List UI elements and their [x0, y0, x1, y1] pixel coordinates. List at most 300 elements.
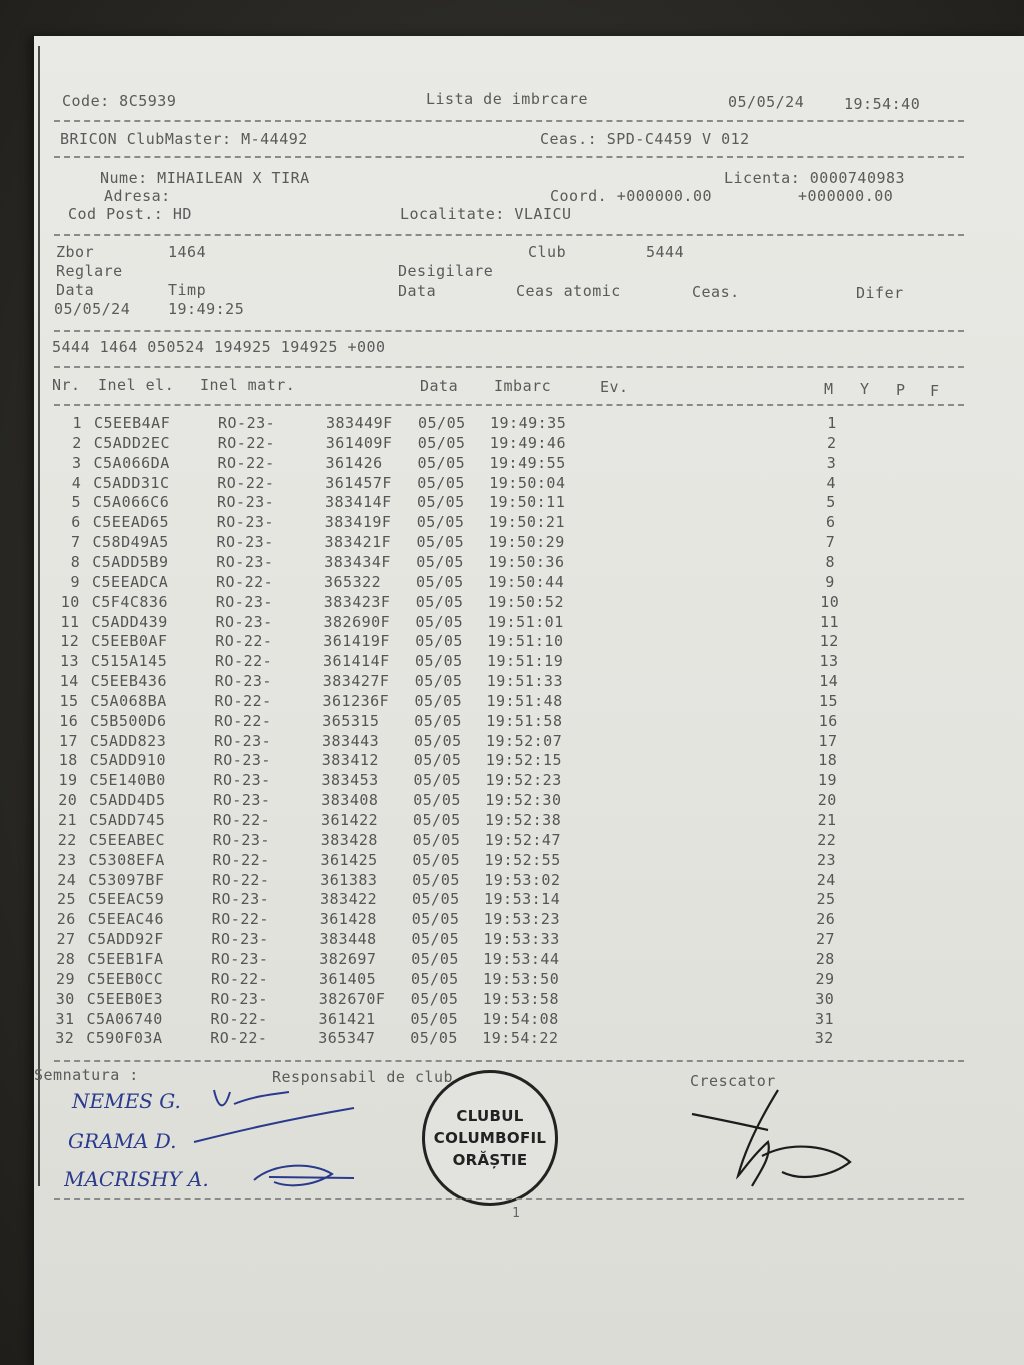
flight-summary: 5444 1464 050524 194925 194925 +000	[52, 338, 386, 356]
difer-label: Difer	[856, 284, 904, 302]
electronic-ring: C5A06740	[86, 1009, 163, 1028]
table-row	[29, 791, 1019, 811]
electronic-ring: C53097BF	[88, 870, 165, 889]
basket-date: 05/05	[414, 711, 462, 730]
basket-time: 19:54:22	[482, 1029, 559, 1048]
basket-time: 19:52:15	[485, 751, 562, 770]
divider	[54, 156, 964, 158]
row-number: 11	[60, 612, 80, 631]
row-number: 21	[57, 811, 77, 829]
electronic-ring: C5A066DA	[93, 453, 170, 472]
table-row	[30, 732, 1020, 752]
m-count: 26	[816, 910, 836, 929]
electronic-ring: C5ADD439	[91, 612, 168, 631]
ring-number: 383422	[320, 890, 378, 909]
basket-date: 05/05	[411, 910, 460, 929]
ring-prefix: RO-22-	[216, 572, 274, 591]
m-count: 22	[817, 830, 837, 849]
ring-number: 383414F	[325, 493, 392, 512]
basket-time: 19:50:44	[488, 572, 565, 591]
postcode: Cod Post.: HD	[68, 205, 192, 223]
ring-number: 361422	[321, 811, 379, 829]
table-row	[27, 970, 1017, 990]
basket-time: 19:52:55	[484, 850, 561, 869]
row-number: 5	[71, 493, 81, 512]
table-row	[33, 474, 1023, 494]
basket-time: 19:51:58	[486, 711, 563, 730]
stamp-line-2: COLUMBOFIL	[433, 1129, 547, 1147]
table-row	[28, 930, 1018, 950]
ring-prefix: RO-23-	[215, 612, 273, 631]
m-count: 5	[826, 493, 836, 512]
table-row	[27, 1010, 1017, 1030]
row-number: 22	[57, 830, 77, 849]
row-number: 30	[55, 989, 75, 1008]
basket-date: 05/05	[413, 811, 461, 829]
electronic-ring: C590F03A	[86, 1029, 163, 1048]
basket-date: 05/05	[410, 1009, 459, 1028]
basket-date: 05/05	[415, 632, 463, 651]
zbor-label: Zbor	[56, 243, 95, 261]
m-count: 8	[825, 552, 836, 571]
col-data: Data	[420, 377, 459, 395]
electronic-ring: C5EEABEC	[88, 830, 165, 849]
ring-number: 361419F	[323, 632, 390, 651]
m-count: 28	[815, 949, 835, 968]
row-number: 2	[72, 433, 82, 452]
basket-date: 05/05	[415, 612, 464, 631]
table-row	[28, 910, 1018, 930]
ring-number: 361457F	[325, 473, 392, 492]
ring-number: 361426	[325, 453, 383, 472]
electronic-ring: C515A145	[91, 652, 168, 671]
row-number: 19	[58, 771, 78, 790]
electronic-ring: C5ADD92F	[87, 930, 164, 949]
basket-date: 05/05	[414, 731, 462, 750]
basket-time: 19:51:01	[487, 612, 564, 631]
m-count: 4	[826, 473, 837, 492]
electronic-ring: C5EEB0E3	[86, 989, 163, 1008]
table-row	[32, 613, 1022, 633]
desigilare-label: Desigilare	[398, 262, 494, 280]
col-inel-matr: Inel matr.	[200, 376, 296, 394]
electronic-ring: C5308EFA	[88, 850, 165, 869]
basket-date: 05/05	[413, 771, 462, 790]
basket-date: 05/05	[410, 1029, 458, 1048]
ring-number: 361425	[320, 850, 378, 869]
basket-time: 19:52:23	[485, 771, 562, 790]
ring-prefix: RO-23-	[213, 791, 271, 810]
ring-prefix: RO-23-	[215, 592, 273, 611]
printed-receipt	[34, 36, 1024, 1365]
row-number: 18	[58, 751, 78, 770]
ring-number: 383434F	[324, 552, 391, 571]
signature-2: GRAMA D.	[68, 1129, 177, 1153]
col-imbarc: Imbarc	[494, 377, 552, 395]
table-row	[30, 771, 1020, 791]
col-y: Y	[860, 380, 870, 398]
row-number: 12	[60, 632, 80, 651]
ring-prefix: RO-22-	[211, 969, 269, 988]
ring-prefix: RO-23-	[212, 830, 270, 849]
m-count: 20	[817, 791, 837, 810]
ring-prefix: RO-23-	[217, 493, 275, 512]
m-count: 13	[819, 652, 839, 671]
ring-prefix: RO-22-	[217, 453, 275, 472]
table-row	[33, 493, 1023, 513]
row-number: 32	[55, 1029, 75, 1048]
ring-prefix: RO-22-	[211, 910, 269, 929]
ring-number: 382697	[319, 949, 377, 968]
basket-time: 19:50:29	[488, 533, 565, 552]
electronic-ring: C5EEADCA	[92, 572, 169, 591]
row-number: 9	[70, 572, 80, 591]
electronic-ring: C5ADD823	[90, 731, 167, 750]
basket-date: 05/05	[418, 414, 466, 432]
ring-prefix: RO-23-	[216, 533, 274, 552]
row-number: 8	[70, 552, 81, 571]
ring-number: 361428	[319, 910, 377, 929]
basket-time: 19:52:38	[485, 811, 562, 829]
ring-prefix: RO-22-	[210, 1029, 268, 1048]
m-count: 3	[826, 453, 837, 472]
club-label: Club	[528, 243, 567, 261]
basket-time: 19:49:55	[489, 453, 566, 472]
ring-prefix: RO-22-	[215, 652, 273, 671]
table-row	[29, 851, 1019, 871]
table-row	[33, 513, 1023, 533]
basket-date: 05/05	[412, 830, 461, 849]
basket-date: 05/05	[417, 493, 465, 512]
basket-time: 19:50:21	[488, 513, 565, 532]
basket-time: 19:50:52	[487, 592, 564, 611]
locality: Localitate: VLAICU	[400, 205, 572, 223]
m-count: 21	[817, 811, 837, 829]
basket-date: 05/05	[413, 791, 461, 810]
row-number: 26	[56, 910, 76, 929]
row-number: 27	[56, 930, 76, 949]
electronic-ring: C5EEB1FA	[87, 949, 164, 968]
divider	[54, 234, 964, 236]
ring-number: 365322	[324, 572, 382, 591]
ring-prefix: RO-23-	[214, 731, 272, 750]
table-row	[27, 990, 1017, 1010]
basket-time: 19:51:10	[487, 632, 564, 651]
m-count: 30	[815, 989, 835, 1008]
basket-date: 05/05	[417, 473, 465, 492]
m-count: 31	[814, 1009, 835, 1028]
signature-label: Semnatura :	[34, 1066, 139, 1084]
basket-time: 19:50:04	[489, 473, 566, 492]
signature-3: MACRISHY A.	[64, 1167, 209, 1191]
ring-number: 383453	[321, 771, 379, 790]
basket-date: 05/05	[410, 989, 459, 1008]
row-number: 6	[71, 513, 81, 532]
row-number: 17	[58, 731, 78, 750]
basket-time: 19:52:30	[485, 791, 562, 810]
table-row	[28, 871, 1018, 891]
m-count: 7	[825, 533, 836, 552]
ring-prefix: RO-22-	[217, 473, 275, 492]
address-label: Adresa:	[104, 187, 171, 205]
m-count: 1	[827, 414, 837, 432]
basket-date: 05/05	[414, 691, 463, 710]
electronic-ring: C5E140B0	[89, 771, 166, 790]
basket-date: 05/05	[416, 572, 464, 591]
basket-date: 05/05	[411, 969, 459, 988]
row-number: 20	[58, 791, 78, 810]
basket-date: 05/05	[416, 533, 465, 552]
basket-time: 19:50:36	[488, 552, 565, 571]
ring-prefix: RO-22-	[214, 711, 272, 730]
ring-prefix: RO-23-	[216, 552, 274, 571]
stamp-line-1: CLUBUL	[456, 1107, 524, 1125]
m-count: 12	[819, 632, 839, 651]
ring-number: 361383	[320, 870, 378, 889]
electronic-ring: C5ADD910	[89, 751, 166, 770]
row-number: 31	[55, 1009, 75, 1028]
ring-number: 361236F	[322, 691, 390, 710]
m-count: 16	[818, 711, 838, 730]
divider	[54, 366, 964, 368]
ring-number: 383412	[321, 751, 379, 770]
table-row	[29, 811, 1019, 831]
electronic-ring: C5EEB0AF	[91, 632, 168, 651]
col-nr: Nr.	[52, 376, 81, 394]
m-count: 17	[818, 731, 838, 750]
owner-name: Nume: MIHAILEAN X TIRA	[100, 169, 310, 187]
basket-time: 19:53:58	[482, 989, 559, 1008]
ring-number: 382670F	[318, 989, 386, 1008]
electronic-ring: C5ADD5B9	[92, 552, 169, 571]
table-row	[31, 632, 1021, 652]
row-number: 29	[55, 969, 75, 988]
ring-prefix: RO-23-	[213, 751, 271, 770]
basket-date: 05/05	[417, 453, 466, 472]
page-number: 1	[512, 1206, 520, 1221]
ring-number: 361414F	[323, 652, 390, 671]
table-row	[30, 751, 1020, 771]
ring-prefix: RO-22-	[214, 691, 272, 710]
row-number: 25	[56, 890, 76, 909]
ring-prefix: RO-23-	[212, 890, 270, 909]
divider	[54, 404, 964, 406]
ring-number: 365347	[318, 1029, 376, 1048]
table-row	[30, 712, 1020, 732]
ring-number: 383448	[319, 930, 377, 949]
basket-time: 19:52:47	[484, 830, 561, 849]
basket-time: 19:49:35	[490, 414, 567, 432]
col-f: F	[930, 382, 940, 400]
m-count: 24	[816, 870, 836, 889]
ring-number: 383449F	[326, 414, 393, 432]
table-row	[29, 831, 1019, 851]
divider	[54, 120, 964, 122]
data2-label: Data	[398, 282, 437, 300]
basket-date: 05/05	[412, 850, 461, 869]
basket-time: 19:49:46	[489, 433, 566, 452]
electronic-ring: C5A068BA	[90, 691, 167, 710]
basket-date: 05/05	[412, 890, 460, 909]
electronic-ring: C58D49A5	[92, 533, 169, 552]
table-row	[28, 890, 1018, 910]
reglare-label: Reglare	[56, 262, 123, 280]
basket-date: 05/05	[415, 592, 464, 611]
basket-date: 05/05	[412, 870, 460, 889]
table-row	[34, 434, 1024, 454]
breeder-signature	[682, 1086, 882, 1196]
ring-prefix: RO-23-	[216, 513, 274, 532]
table-row	[32, 553, 1022, 573]
electronic-ring: C5ADD2EC	[93, 433, 170, 452]
breeder-label: Crescator	[690, 1072, 776, 1090]
basket-time: 19:51:33	[486, 672, 563, 691]
handwritten-signatures	[64, 1082, 384, 1202]
ring-prefix: RO-22-	[217, 433, 275, 452]
basket-date: 05/05	[415, 652, 463, 671]
electronic-ring: C5ADD4D5	[89, 791, 166, 810]
coordinates: Coord. +000000.00	[550, 187, 713, 205]
stamp-line-3: ORĂȘTIE	[452, 1151, 528, 1169]
ring-number: 383419F	[324, 513, 392, 532]
m-count: 32	[814, 1029, 834, 1048]
atomic-clock-label: Ceas atomic	[516, 282, 621, 300]
electronic-ring: C5F4C836	[91, 592, 168, 611]
basket-date: 05/05	[413, 751, 462, 770]
ring-number: 383421F	[324, 533, 392, 552]
m-count: 6	[825, 513, 836, 532]
row-number: 1	[72, 414, 82, 432]
ring-prefix: RO-22-	[215, 632, 273, 651]
clock-id: Ceas.: SPD-C4459 V 012	[540, 130, 750, 148]
divider	[54, 1198, 964, 1200]
table-row	[31, 652, 1021, 672]
print-time: 19:54:40	[844, 95, 921, 113]
table-row	[31, 692, 1021, 712]
table-row	[34, 414, 1024, 434]
zbor-value: 1464	[168, 243, 207, 261]
divider	[54, 1060, 964, 1062]
m-count: 14	[819, 672, 839, 691]
divider	[54, 330, 964, 332]
ring-prefix: RO-22-	[210, 1009, 268, 1028]
print-date: 05/05/24	[728, 93, 805, 111]
m-count: 9	[825, 572, 835, 591]
basket-date: 05/05	[414, 672, 463, 691]
coordinates-2: +000000.00	[798, 187, 894, 205]
electronic-ring: C5B500D6	[90, 711, 167, 730]
timp-label: Timp	[168, 281, 207, 299]
signature-1: NEMES G.	[72, 1089, 181, 1113]
document-title: Lista de imbrcare	[426, 90, 589, 108]
basket-date: 05/05	[417, 433, 466, 452]
basket-time: 19:51:48	[486, 691, 563, 710]
electronic-ring: C5A066C6	[93, 493, 170, 512]
electronic-ring: C5EEAC46	[87, 910, 164, 929]
basket-time: 19:53:33	[483, 930, 560, 949]
basket-time: 19:53:44	[483, 949, 560, 968]
table-row	[34, 454, 1024, 474]
basket-date: 05/05	[416, 513, 465, 532]
ring-number: 383423F	[323, 592, 391, 611]
basket-time: 19:53:14	[484, 890, 561, 909]
row-number: 28	[56, 949, 76, 968]
col-inel-el: Inel el.	[98, 376, 175, 394]
row-number: 15	[59, 691, 79, 710]
row-number: 14	[59, 672, 79, 691]
row-number: 7	[70, 533, 81, 552]
ring-prefix: RO-23-	[211, 949, 269, 968]
basket-date: 05/05	[416, 552, 464, 571]
electronic-ring: C5EEAD65	[92, 513, 169, 532]
row-number: 23	[57, 850, 77, 869]
ring-prefix: RO-22-	[213, 811, 271, 829]
m-count: 15	[818, 691, 839, 710]
code-label: Code: 8C5939	[62, 92, 177, 110]
electronic-ring: C5EEAC59	[88, 890, 165, 909]
col-ev: Ev.	[600, 378, 629, 396]
row-number: 24	[57, 870, 77, 889]
basket-time: 19:53:50	[483, 969, 560, 988]
m-count: 27	[815, 930, 836, 949]
m-count: 18	[818, 751, 838, 770]
row-number: 4	[71, 473, 82, 492]
table-row	[32, 573, 1022, 593]
electronic-ring: C5EEB4AF	[94, 414, 171, 432]
ring-prefix: RO-23-	[213, 771, 271, 790]
ring-prefix: RO-22-	[212, 850, 270, 869]
ring-number: 382690F	[323, 612, 391, 631]
reglare-date: 05/05/24	[54, 300, 131, 318]
col-m: M	[824, 380, 834, 398]
ring-number: 383443	[322, 731, 380, 750]
ring-prefix: RO-22-	[212, 870, 270, 889]
table-row	[26, 1029, 1016, 1049]
ring-prefix: RO-23-	[210, 989, 268, 1008]
basket-time: 19:52:07	[486, 731, 563, 750]
electronic-ring: C5ADD31C	[93, 473, 170, 492]
club-responsible-label: Responsabil de club	[272, 1068, 454, 1086]
basket-time: 19:54:08	[482, 1009, 559, 1028]
data-label: Data	[56, 281, 95, 299]
electronic-ring: C5EEB0CC	[87, 969, 164, 988]
row-number: 16	[59, 711, 79, 730]
ring-prefix: RO-23-	[211, 930, 269, 949]
ring-prefix: RO-23-	[214, 672, 272, 691]
basket-date: 05/05	[411, 949, 459, 968]
ring-number: 383427F	[322, 672, 390, 691]
electronic-ring: C5ADD745	[89, 811, 166, 829]
table-row	[32, 593, 1022, 613]
ring-number: 361421	[318, 1009, 376, 1028]
table-row	[31, 672, 1021, 692]
row-number: 10	[60, 592, 80, 611]
electronic-ring: C5EEB436	[90, 672, 167, 691]
col-p: P	[896, 381, 906, 399]
m-count: 23	[816, 850, 837, 869]
clock-label: Ceas.	[692, 283, 740, 301]
club-stamp	[422, 1070, 558, 1206]
m-count: 2	[826, 433, 837, 452]
reglare-time: 19:49:25	[168, 300, 245, 318]
table-row	[33, 533, 1023, 553]
m-count: 11	[819, 612, 840, 631]
m-count: 19	[817, 771, 838, 790]
m-count: 29	[815, 969, 835, 988]
row-number: 3	[71, 453, 82, 472]
m-count: 25	[816, 890, 836, 909]
basket-time: 19:51:19	[487, 652, 564, 671]
